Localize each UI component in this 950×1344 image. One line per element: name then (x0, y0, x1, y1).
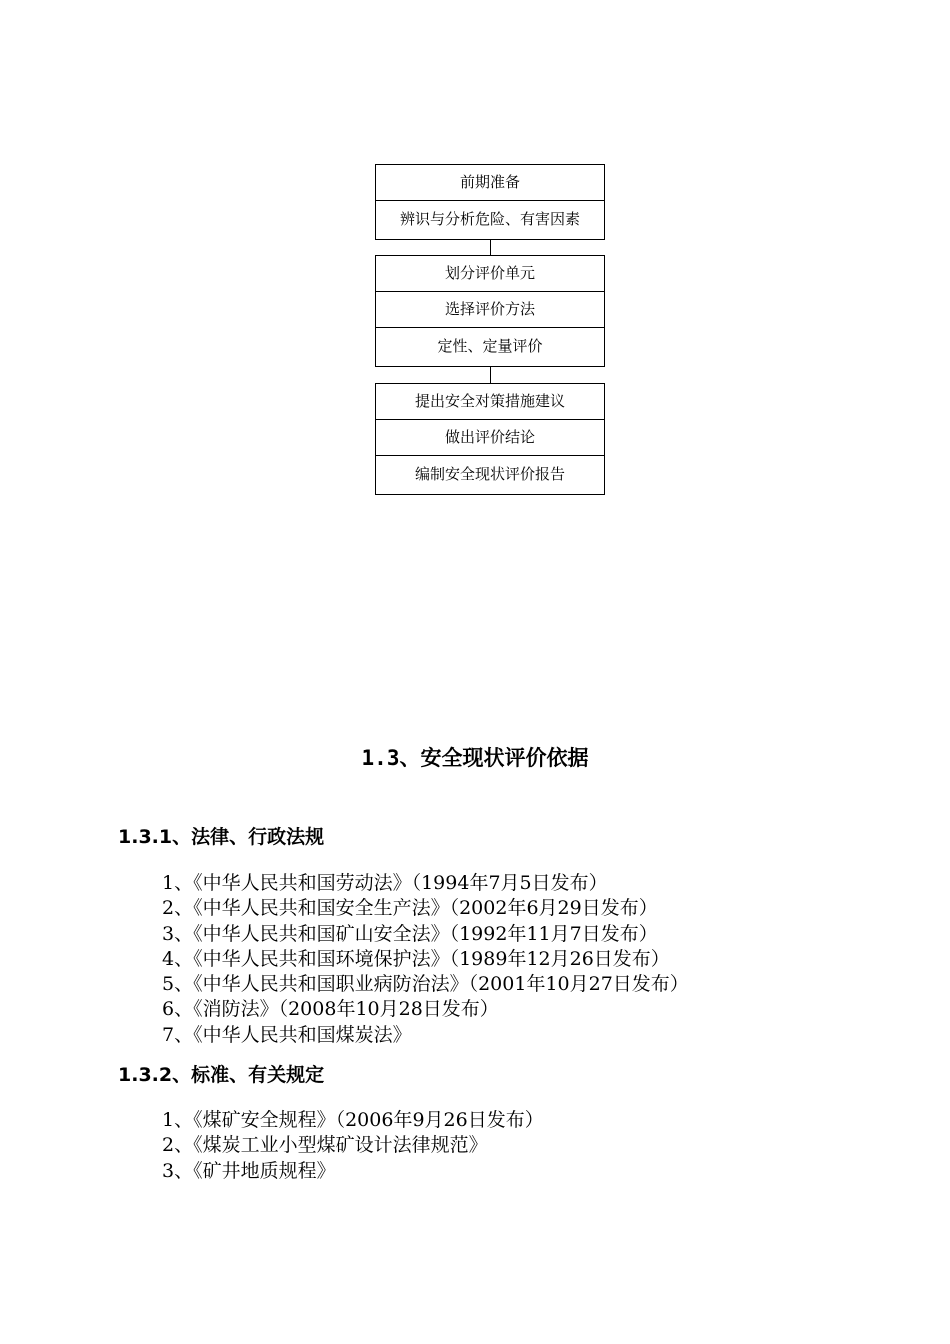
list-item: 3、《矿井地质规程》 (162, 1159, 336, 1182)
standards-list (162, 1108, 544, 1184)
standards-heading: 1.3.2、标准、有关规定 (118, 1064, 325, 1086)
flow-step-countermeasures: 提出安全对策措施建议 (376, 384, 604, 420)
list-item: 4、《中华人民共和国环境保护法》（1989年12月26日发布） (162, 947, 670, 970)
list-item: 2、《煤炭工业小型煤矿设计法律规范》 (162, 1134, 488, 1157)
laws-list (162, 871, 689, 1048)
list-item: 1、《中华人民共和国劳动法》（1994年7月5日发布） (162, 872, 608, 894)
flow-group-evaluation (375, 255, 605, 367)
flow-step-conclusion: 做出评价结论 (376, 420, 604, 456)
list-item: 5、《中华人民共和国职业病防治法》（2001年10月27日发布） (162, 973, 689, 996)
flow-group-conclusion (375, 383, 605, 495)
flow-connector-2 (490, 366, 491, 384)
flow-step-qualitative-quantitative: 定性、定量评价 (437, 337, 543, 355)
list-item: 3、《中华人民共和国矿山安全法》（1992年11月7日发布） (162, 922, 658, 945)
flow-step-divide-units: 划分评价单元 (376, 256, 604, 292)
flow-step-hazard-identification: 辨识与分析危险、有害因素 (399, 210, 580, 228)
flow-step-report: 编制安全现状评价报告 (414, 465, 565, 483)
list-item: 7、《中华人民共和国煤炭法》 (162, 1023, 412, 1046)
flow-group-preparation (375, 164, 605, 240)
laws-heading: 1.3.1、法律、行政法规 (118, 826, 325, 848)
flow-connector-1 (490, 239, 491, 256)
section-title: 1.3、安全现状评价依据 (361, 746, 589, 770)
flow-step-select-method: 选择评价方法 (376, 292, 604, 328)
list-item: 6、《消防法》（2008年10月28日发布） (162, 998, 499, 1021)
list-item: 1、《煤矿安全规程》（2006年9月26日发布） (162, 1109, 544, 1131)
flow-step-preparation: 前期准备 (376, 165, 604, 201)
list-item: 2、《中华人民共和国安全生产法》（2002年6月29日发布） (162, 897, 658, 920)
